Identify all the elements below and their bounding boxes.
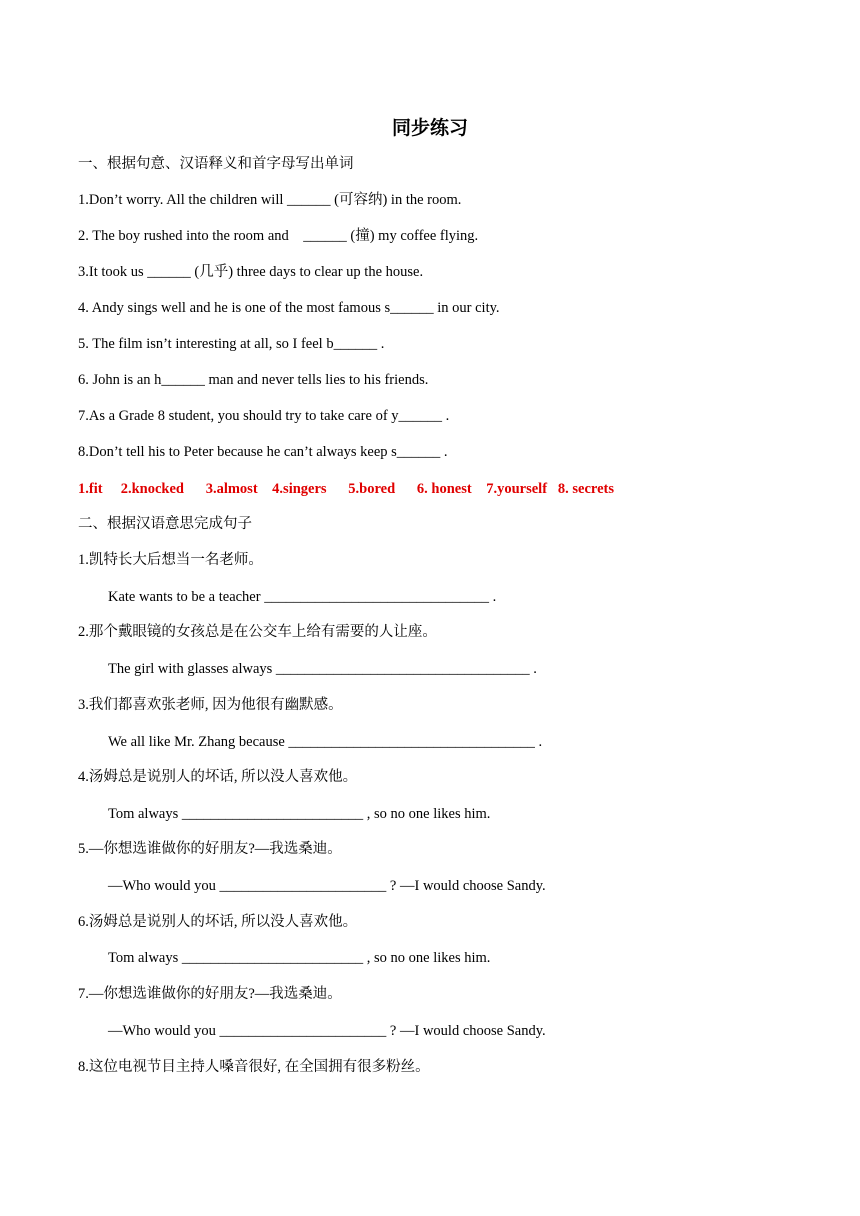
answer: 7.yourself bbox=[486, 481, 548, 497]
answer: 4.singers bbox=[272, 481, 327, 497]
answer: 8. secrets bbox=[557, 481, 615, 497]
exercise1-item: 8.Don’t tell his to Peter because he can’t always keep s______ . bbox=[78, 444, 448, 460]
answer: 6. honest bbox=[416, 481, 472, 497]
exercise2-chinese: 2.那个戴眼镜的女孩总是在公交车上给有需要的人让座。 bbox=[78, 624, 437, 640]
answer: 2.knocked bbox=[120, 481, 184, 497]
exercise2-chinese: 7.—你想选谁做你的好朋友?—我选桑迪。 bbox=[78, 986, 342, 1002]
exercise2-english: —Who would you _______________________ ? —I would choose Sandy. bbox=[108, 878, 546, 894]
exercise2-chinese: 6.汤姆总是说别人的坏话, 所以没人喜欢他。 bbox=[78, 914, 358, 930]
answer: 1.fit bbox=[78, 481, 103, 497]
exercise2-chinese: 8.这位电视节目主持人嗓音很好, 在全国拥有很多粉丝。 bbox=[78, 1059, 430, 1075]
exercise1-item: 7.As a Grade 8 student, you should try to take care of y______ . bbox=[78, 408, 450, 424]
exercise2-chinese: 1.凯特长大后想当一名老师。 bbox=[78, 552, 263, 568]
exercise2-english: Tom always _________________________ , so no one likes him. bbox=[108, 806, 491, 822]
section1-heading: 一、根据句意、汉语释义和首字母写出单词 bbox=[78, 156, 354, 172]
exercise1-item: 1.Don’t worry. All the children will ______ (可容纳) in the room. bbox=[78, 192, 462, 208]
exercise2-chinese: 5.—你想选谁做你的好朋友?—我选桑迪。 bbox=[78, 841, 342, 857]
exercise2-english: Kate wants to be a teacher _______________________________ . bbox=[108, 589, 497, 605]
exercise2-chinese: 4.汤姆总是说别人的坏话, 所以没人喜欢他。 bbox=[78, 769, 358, 785]
exercise2-english: We all like Mr. Zhang because __________________________________ . bbox=[108, 734, 543, 750]
exercise2-english: —Who would you _______________________ ? —I would choose Sandy. bbox=[108, 1023, 546, 1039]
answer: 5.bored bbox=[348, 481, 396, 497]
exercise1-item: 6. John is an h______ man and never tells lies to his friends. bbox=[78, 372, 429, 388]
page-title: 同步练习 bbox=[391, 117, 468, 139]
section2-heading: 二、根据汉语意思完成句子 bbox=[78, 516, 252, 532]
answer-key bbox=[78, 479, 614, 499]
exercise1-item: 3.It took us ______ (几乎) three days to clear up the house. bbox=[78, 264, 424, 280]
exercise2-english: The girl with glasses always ___________________________________ . bbox=[108, 661, 537, 677]
exercise1-item: 2. The boy rushed into the room and ______ (撞) my coffee flying. bbox=[78, 228, 479, 244]
exercise2-english: Tom always _________________________ , so no one likes him. bbox=[108, 950, 491, 966]
exercise1-item: 5. The film isn’t interesting at all, so I feel b______ . bbox=[78, 336, 385, 352]
exercise2-chinese: 3.我们都喜欢张老师, 因为他很有幽默感。 bbox=[78, 697, 343, 713]
exercise1-item: 4. Andy sings well and he is one of the most famous s______ in our city. bbox=[78, 300, 500, 316]
answer: 3.almost bbox=[205, 481, 258, 497]
